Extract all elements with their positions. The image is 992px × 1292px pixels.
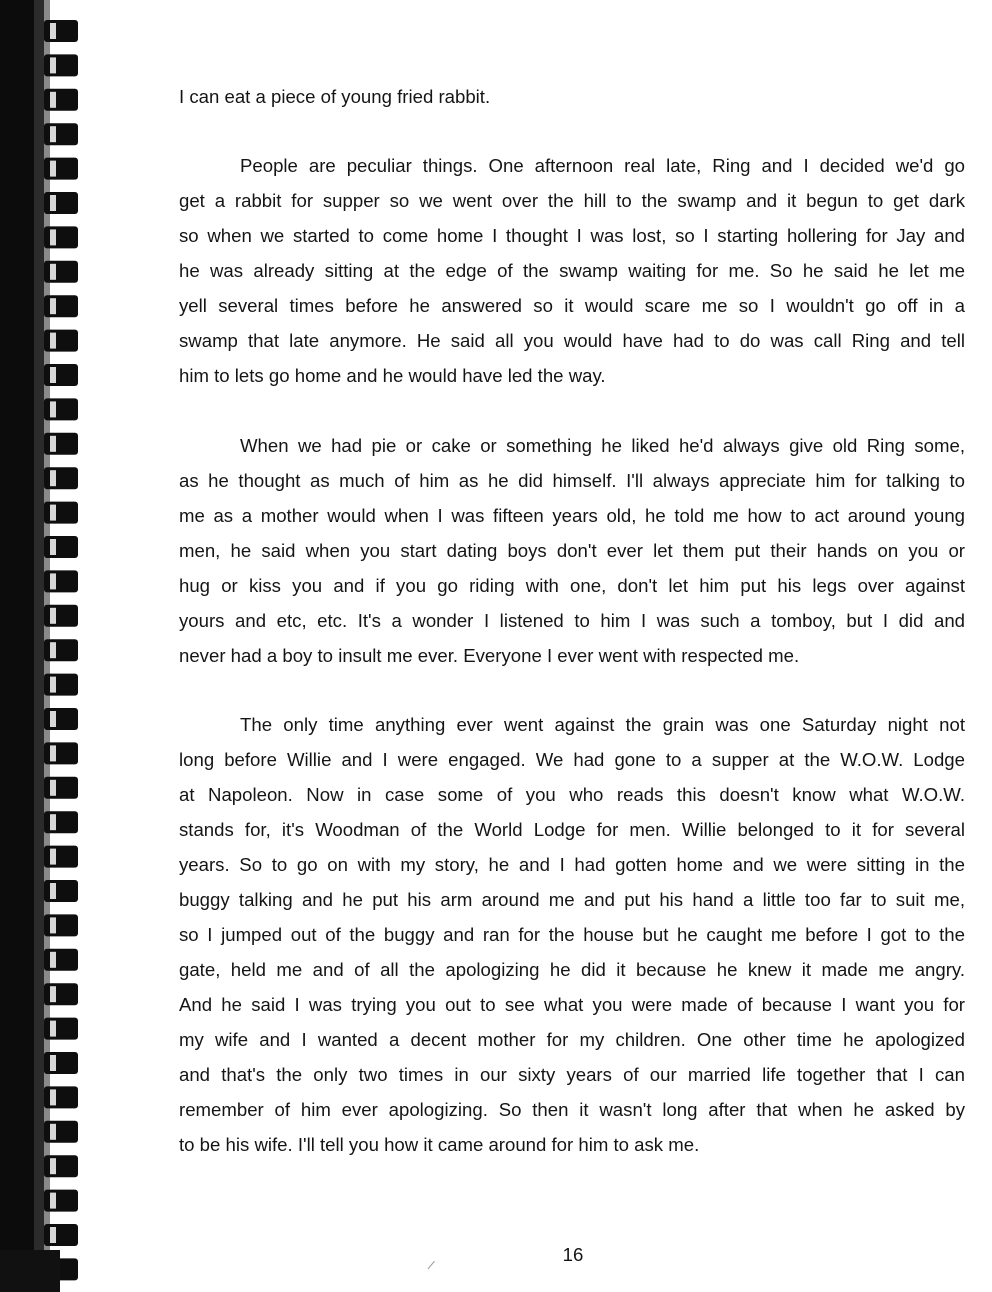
- text-line: me as a mother would when I was fifteen years old, he told me how to act around young: [179, 505, 965, 526]
- text-line: to be his wife. I'll tell you how it came around for him to ask me.: [179, 1134, 700, 1155]
- text-line: buggy talking and he put his arm around me and put his hand a little too far to suit me,: [179, 889, 965, 910]
- text-line: hug or kiss you and if you go riding with one, don't let him put his legs over against: [179, 575, 965, 596]
- text-line: years. So to go on with my story, he and I had gotten home and we were sitting in the: [179, 854, 965, 875]
- text-line: at Napoleon. Now in case some of you who reads this doesn't know what W.O.W.: [179, 784, 965, 805]
- text-line: him to lets go home and he would have led the way.: [179, 365, 606, 386]
- text-line: never had a boy to insult me ever. Everyone I ever went with respected me.: [179, 645, 800, 666]
- text-line: my wife and I wanted a decent mother for my children. One other time he apologized: [179, 1029, 965, 1050]
- text-line: I can eat a piece of young fried rabbit.: [179, 86, 491, 107]
- text-line: long before Willie and I were engaged. We had gone to a supper at the W.O.W. Lodge: [179, 749, 965, 770]
- text-line: The only time anything ever went against the grain was one Saturday night not: [240, 714, 965, 735]
- text-line: When we had pie or cake or something he liked he'd always give old Ring some,: [240, 435, 965, 456]
- text-line: People are peculiar things. One afternoon real late, Ring and I decided we'd go: [240, 155, 965, 176]
- text-line: men, he said when you start dating boys don't ever let them put their hands on you or: [179, 540, 965, 561]
- text-line: get a rabbit for supper so we went over the hill to the swamp and it begun to get dark: [179, 190, 965, 211]
- text-line: so when we started to come home I thought I was lost, so I starting hollering for Jay and: [179, 225, 965, 246]
- text-line: as he thought as much of him as he did himself. I'll always appreciate him for talking to: [179, 470, 965, 491]
- text-line: stands for, it's Woodman of the World Lodge for men. Willie belonged to it for several: [179, 819, 965, 840]
- text-line: remember of him ever apologizing. So then it wasn't long after that when he asked by: [179, 1099, 965, 1120]
- text-line: yours and etc, etc. It's a wonder I listened to him I was such a tomboy, but I did and: [179, 610, 965, 631]
- text-line: yell several times before he answered so it would scare me so I wouldn't go off in a: [179, 295, 965, 316]
- text-line: swamp that late anymore. He said all you would have had to do was call Ring and tell: [179, 330, 965, 351]
- text-line: gate, held me and of all the apologizing he did it because he knew it made me angry.: [179, 959, 965, 980]
- text-line: so I jumped out of the buggy and ran for the house but he caught me before I got to the: [179, 924, 965, 945]
- text-line: he was already sitting at the edge of the swamp waiting for me. So he said he let me: [179, 260, 965, 281]
- text-line: And he said I was trying you out to see what you were made of because I want you for: [179, 994, 965, 1015]
- page-number: 16: [562, 1244, 584, 1265]
- text-line: and that's the only two times in our sixty years of our married life together that I can: [179, 1064, 965, 1085]
